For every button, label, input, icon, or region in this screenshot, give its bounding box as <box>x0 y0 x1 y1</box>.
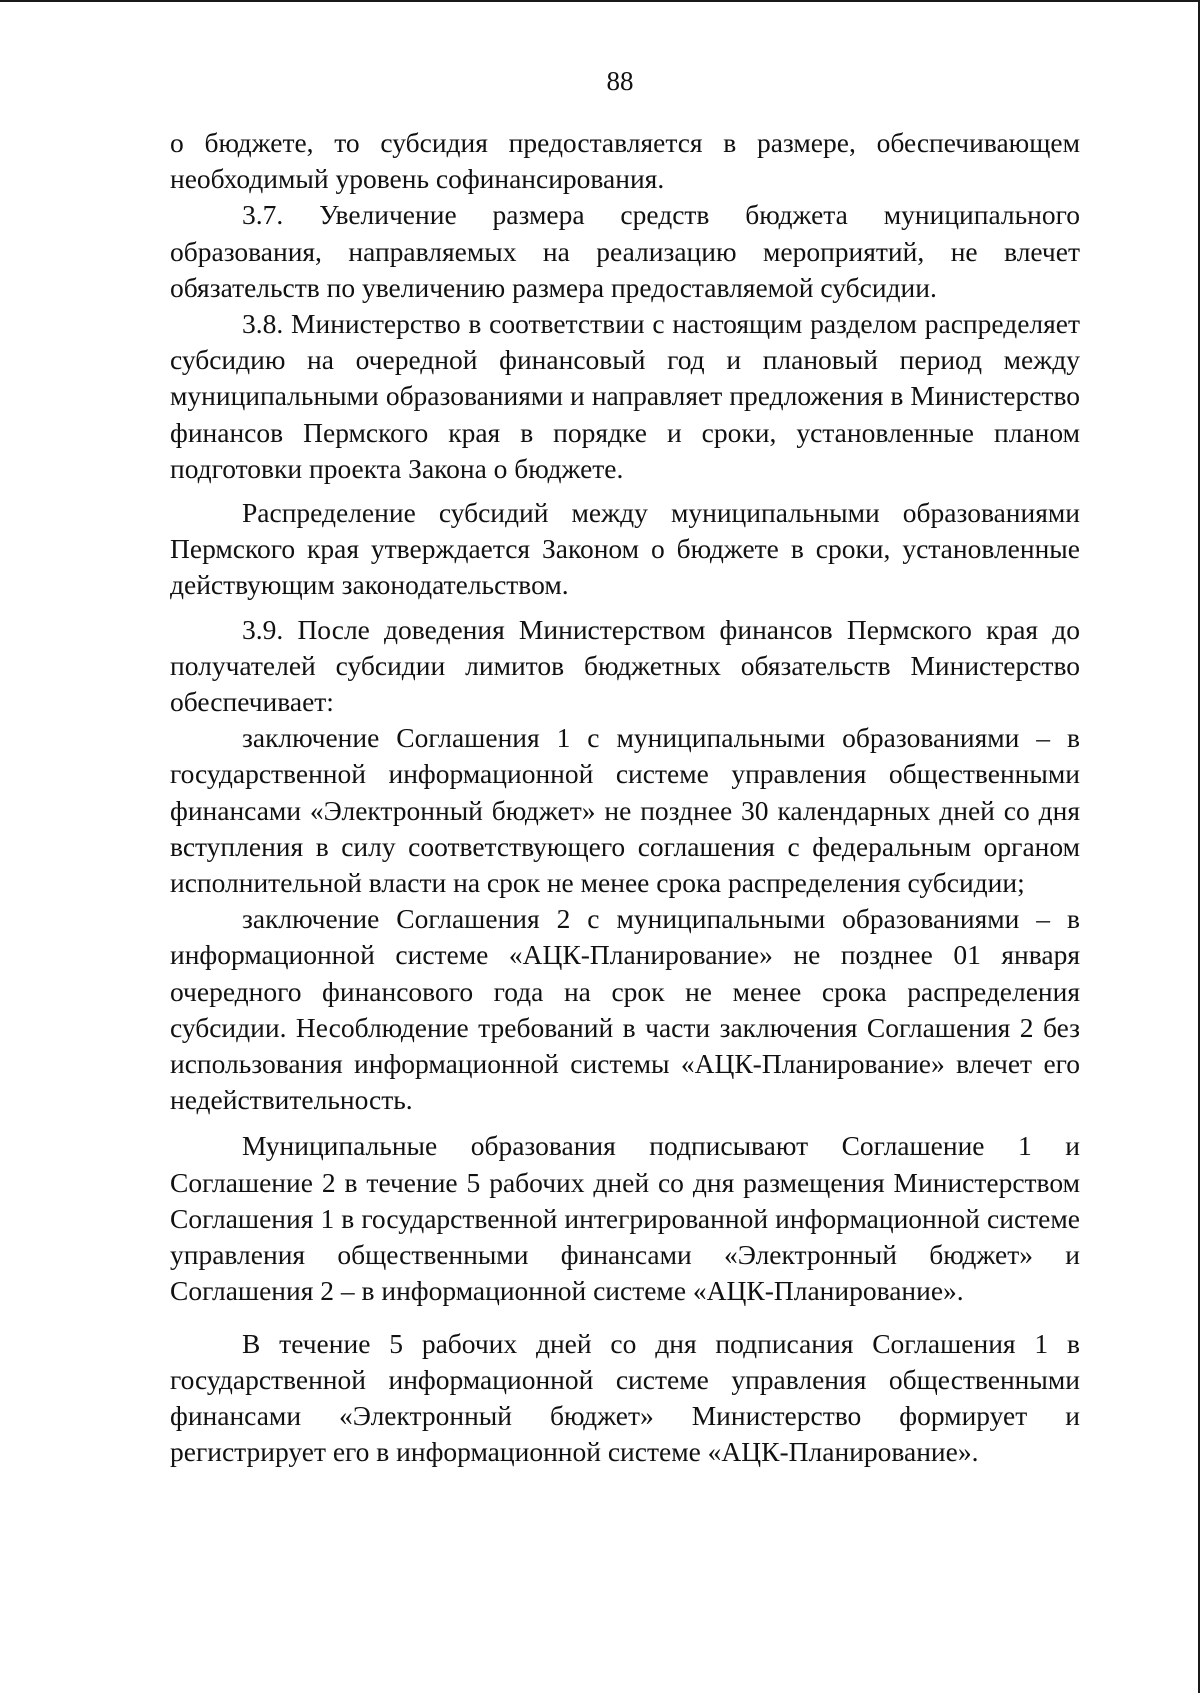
paragraph-3-7: 3.7. Увеличение размера средств бюджета муниципального образования, направляемых на реализацию мероприятий, не влечет обязательств по увеличению размера предоставляемой субсидии. <box>170 199 1080 303</box>
document-body <box>170 125 1080 1470</box>
page-number: 88 <box>606 66 634 96</box>
paragraph-continuation: о бюджете, то субсидия предоставляется в размере, обеспечивающем необходимый уровень софинансирования. <box>170 127 1080 195</box>
paragraph-agreement-1: заключение Соглашения 1 с муниципальными образованиями – в государственной информационной системе управления общественными финансами «Электронный бюджет» не позднее 30 календарных дней со дня вступления в силу соответствующего соглашения с федеральным органом исполнительной власти на срок не менее срока распределения субсидии; <box>170 722 1080 899</box>
paragraph-signing: Муниципальные образования подписывают Соглашение 1 и Соглашение 2 в течение 5 рабочих дней со дня размещения Министерством Соглашения 1 в государственной интегрированной информационной системе управления общественными финансами «Электронный бюджет» и Соглашения 2 – в информационной системе «АЦК-Планирование». <box>170 1130 1080 1307</box>
paragraph-agreement-2: заключение Соглашения 2 с муниципальными образованиями – в информационной системе «АЦК-Планирование» не позднее 01 января очередного финансового года на срок не менее срока распределения субсидии. Несоблюдение требований в части заключения Соглашения 2 без использования информационной системы «АЦК-Планирование» влечет его недействительность. <box>170 903 1080 1116</box>
paragraph-3-8: 3.8. Министерство в соответствии с настоящим разделом распределяет субсидию на очередной финансовый год и плановый период между муниципальными образованиями и направляет предложения в Министерство финансов Пермского края в порядке и сроки, установленные планом подготовки проекта Закона о бюджете. <box>170 308 1080 484</box>
paragraph-registration: В течение 5 рабочих дней со дня подписания Соглашения 1 в государственной информационной системе управления общественными финансами «Электронный бюджет» Министерство формирует и регистрирует его в информационной системе «АЦК-Планирование». <box>170 1327 1080 1468</box>
paragraph-3-9: 3.9. После доведения Министерством финансов Пермского края до получателей субсидии лимитов бюджетных обязательств Министерство обеспечивает: <box>170 613 1080 718</box>
paragraph-distribution: Распределение субсидий между муниципальными образованиями Пермского края утверждается Законом о бюджете в сроки, установленные действующим законодательством. <box>170 497 1080 601</box>
